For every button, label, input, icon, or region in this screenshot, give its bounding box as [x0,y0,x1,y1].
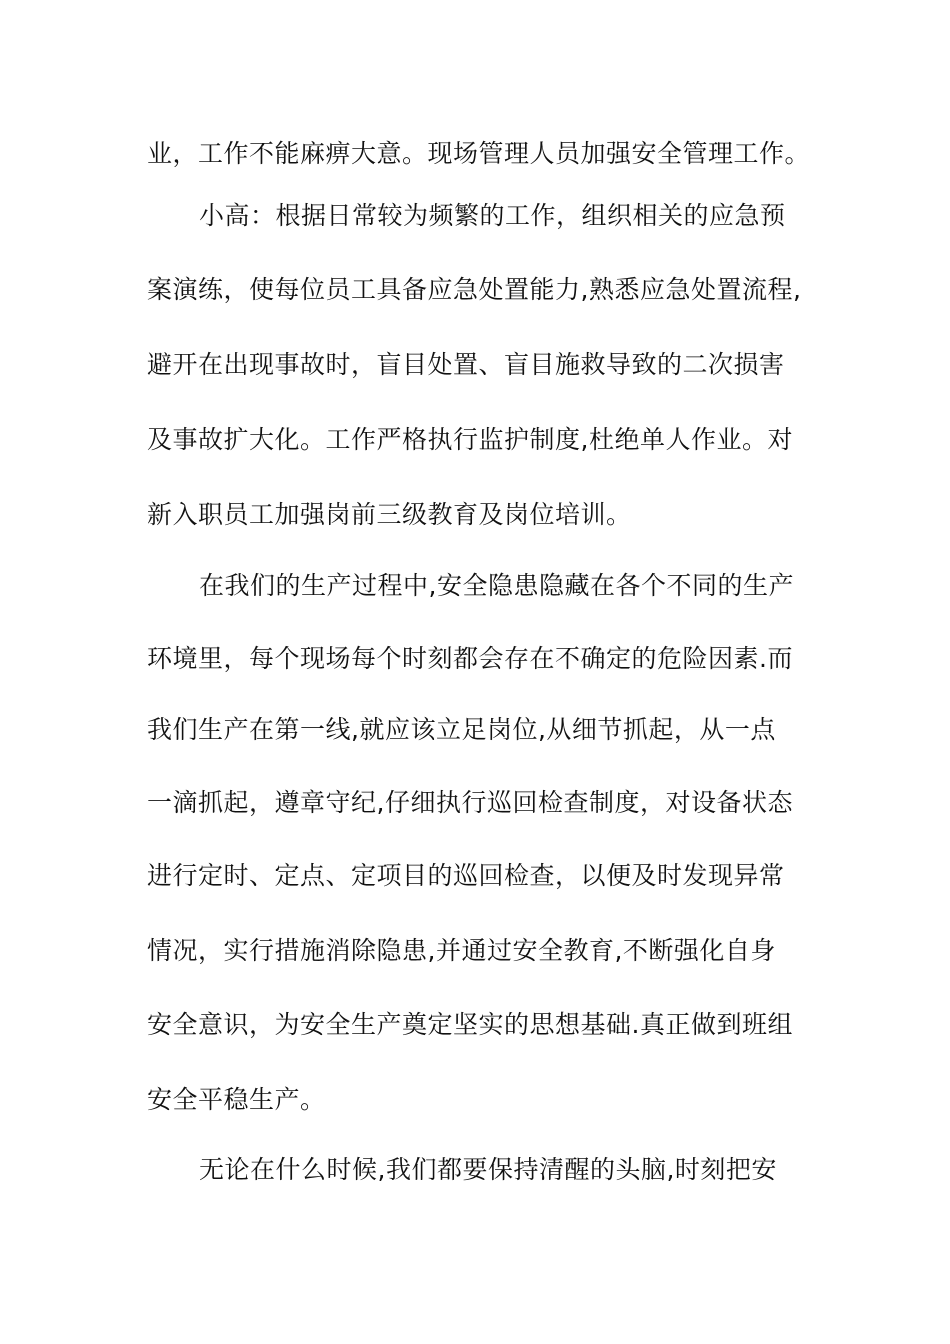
text-line: 新入职员工加强岗前三级教育及岗位培训。 [147,500,632,529]
text-line: 环境里，每个现场每个时刻都会存在不确定的危险因素.而 [147,644,793,673]
text-line: 业，工作不能麻痹大意。现场管理人员加强安全管理工作。 [147,139,811,168]
text-line: 安全平稳生产。 [147,1085,326,1114]
text-line: 我们生产在第一线,就应该立足岗位,从细节抓起，从一点 [147,715,776,744]
text-line: 安全意识，为安全生产奠定坚实的思想基础.真正做到班组 [147,1010,793,1039]
text-line: 在我们的生产过程中,安全隐患隐藏在各个不同的生产 [199,571,794,600]
text-line: 一滴抓起，遵章守纪,仔细执行巡回检查制度，对设备状态 [147,788,793,817]
text-line: 避开在出现事故时，盲目处置、盲目施救导致的二次损害 [147,350,785,379]
text-line: 案演练，使每位员工具备应急处置能力,熟悉应急处置流程, [147,275,802,304]
text-line: 小高：根据日常较为频繁的工作，组织相关的应急预 [199,201,786,230]
text-line: 进行定时、定点、定项目的巡回检查，以便及时发现异常 [147,861,785,890]
text-line: 情况，实行措施消除隐患,并通过安全教育,不断强化自身 [147,936,776,965]
text-line: 及事故扩大化。工作严格执行监护制度,杜绝单人作业。对 [147,425,793,454]
text-line: 无论在什么时候,我们都要保持清醒的头脑,时刻把安 [199,1155,777,1184]
